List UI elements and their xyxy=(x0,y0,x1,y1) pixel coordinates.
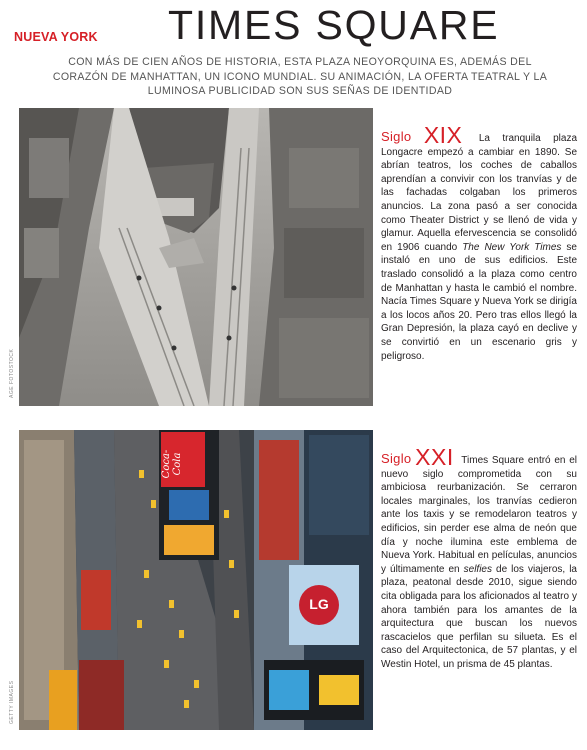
section-text-italic: The New York Times xyxy=(462,241,562,253)
historic-photo xyxy=(19,108,373,406)
era-number: XXI xyxy=(415,444,454,470)
photo-credit-modern: GETTY IMAGES xyxy=(9,680,15,724)
era-word: Siglo xyxy=(381,451,412,466)
section-xxi xyxy=(381,444,577,672)
modern-photo-art xyxy=(19,430,373,730)
section-label: NUEVA YORK xyxy=(14,30,98,44)
era-number: XIX xyxy=(423,122,463,148)
cocacola-sign xyxy=(161,442,183,486)
lede-paragraph: CON MÁS DE CIEN AÑOS DE HISTORIA, ESTA PLAZA NEOYORQUINA ES, ADEMÁS DEL CORAZÓN DE MANHATTAN, UN ICONO MUNDIAL. SU ANIMACIÓN, LA OFERTA TEATRAL Y LA LUMINOSA PUBLICIDAD SON SUS SEÑAS DE IDENTIDAD xyxy=(52,56,548,98)
photo-credit-historic: AGE FOTOSTOCK xyxy=(9,348,15,398)
modern-photo xyxy=(19,430,373,730)
lg-sign xyxy=(300,596,338,612)
section-text-part-a: Times Square entró en el nuevo siglo comprometida con su ambiciosa reurbanización. Se cerraron locales marginales, los tranvías cedieron ante los taxis y se remodelaron teatros y edificios, sin perder ese alma de neón que día y noche ilumina este emblema de Nueva York. Habitual en películas, anuncios y últimamente en xyxy=(381,455,577,575)
section-text-part-a: La tranquila plaza Longacre empezó a cambiar en 1890. Se abrían teatros, los coches de caballos aprendían a convivir con los tranvías y de las fachadas colgaban los primeros anuncios. La zona pasó a ser conocida como Theater District y se llenó de vida y glamur. Aquella efervescencia se consolidó en 1906 cuando xyxy=(381,133,577,253)
section-text-part-b: de los viajeros, la plaza, peatonal desde 2010, sigue siendo cita obligada para los aficionados al teatro y ahora también para los amantes de la arquitectura que buscan los nuevos rascacielos que perfilan su silueta. Es el caso del Arquitectonica, de 57 plantas, y el Westin Hotel, un prisma de 45 plantas. xyxy=(381,563,577,670)
lg-label: LG xyxy=(309,596,329,612)
cocacola-label: Coca-Cola xyxy=(161,449,183,479)
section-text-italic: selfies xyxy=(463,563,492,575)
era-word: Siglo xyxy=(381,129,412,144)
section-text-part-b: se instaló en uno de sus edificios. Este traslado consolidó a la plaza como centro de Manhattan y hasta le cambió el nombre. Nacía Times Square y Nueva York se dirigía a los locos años 20. Pero tras ellos llegó la Gran Depresión, la plaza cayó en declive y se convirtió en un escenario gris y peligroso. xyxy=(381,241,577,362)
historic-photo-art xyxy=(19,108,373,406)
section-xix xyxy=(381,122,577,363)
page-title: TIMES SQUARE xyxy=(168,2,500,48)
